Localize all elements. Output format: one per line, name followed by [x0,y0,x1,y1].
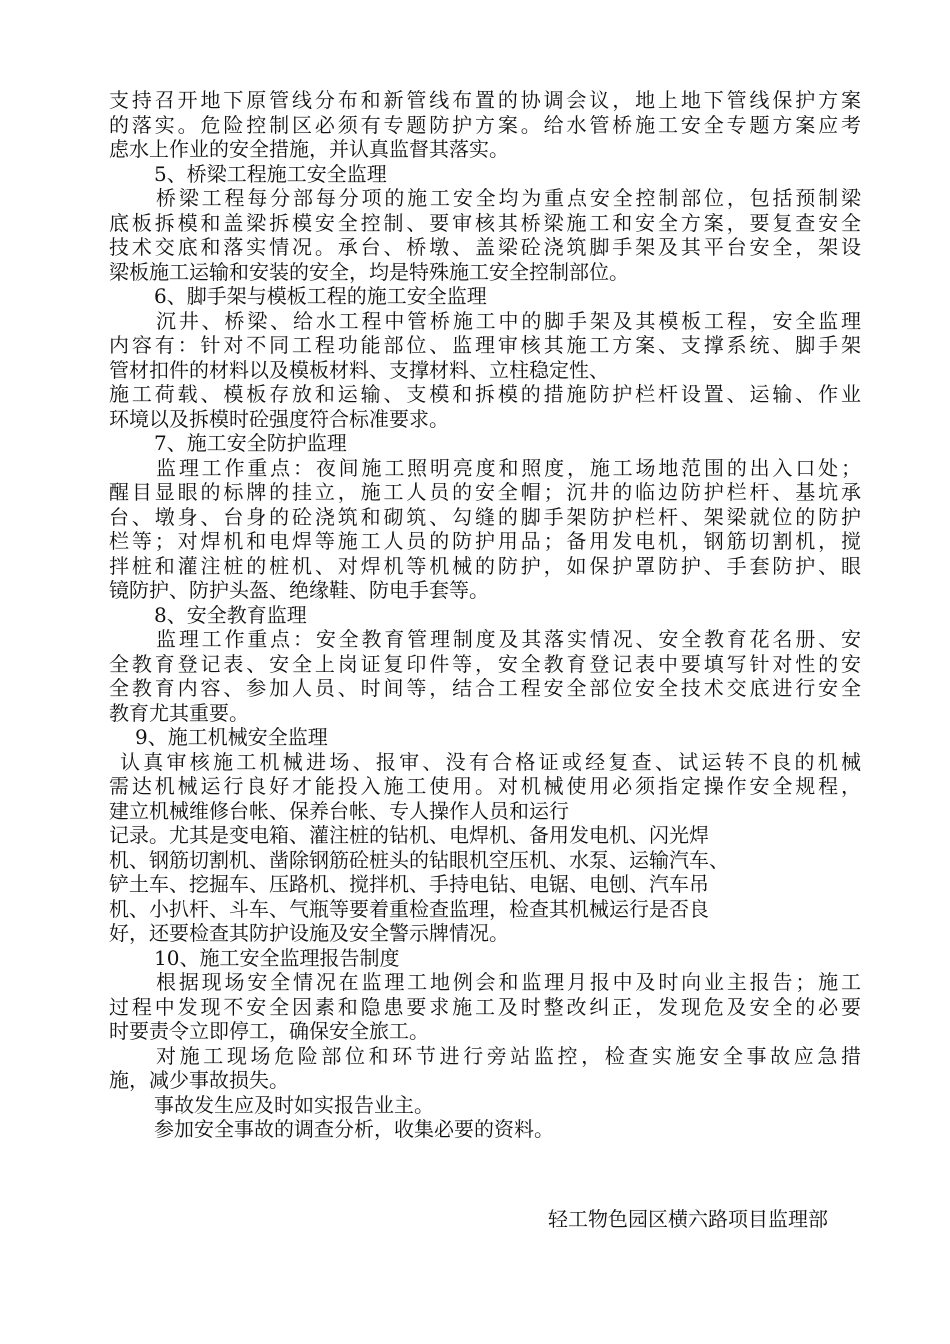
text-line: 参加安全事故的调查分析，收集必要的资料。 [154,1117,554,1141]
text-line: 镜防护、防护头盔、绝缘鞋、防电手套等。 [109,578,489,602]
text-line: 台、墩身、台身的砼浇筑和砌筑、勾缝的脚手架防护栏杆、架梁就位的防护 [109,504,861,529]
text-line: 教育尤其重要。 [109,700,249,725]
text-line: 栏等；对焊机和电焊等施工人员的防护用品；备用发电机，钢筋切割机，搅 [109,529,861,553]
text-line: 环境以及拆模时砼强度符合标准要求。 [109,406,449,431]
text-line: 支持召开地下原管线分布和新管线布置的协调会议，地上地下管线保护方案 [109,88,861,112]
text-line: 时要责令立即停工，确保安全旅工。 [109,1019,429,1043]
text-line: 好，还要检查其防护设施及安全警示牌情况。 [109,921,509,945]
text-line: 事故发生应及时如实报告业主。 [154,1092,434,1117]
text-line: 根据现场安全情况在监理工地例会和监理月报中及时向业主报告；施工 [156,970,861,994]
text-line: 底板拆模和盖梁拆模安全控制、要审核其桥梁施工和安全方案，要复查安全 [109,210,861,235]
text-line: 全教育内容、参加人员、时间等，结合工程安全部位安全技术交底进行安全 [109,676,861,700]
text-line: 全教育登记表、安全上岗证复印件等，安全教育登记表中要填写针对性的安 [109,651,861,676]
section-heading-6: 6、脚手架与模板工程的施工安全监理 [154,284,487,308]
section-heading-9: 9、施工机械安全监理 [135,725,328,749]
text-line: 机、钢筋切割机、凿除钢筋砼桩头的钻眼机空压机、水泵、运输汽车、 [109,847,729,872]
section-heading-8: 8、安全教育监理 [154,602,307,627]
text-line: 梁板施工运输和安装的安全，均是特殊施工安全控制部位。 [109,259,629,284]
text-line: 内容有：针对不同工程功能部位、监理审核其施工方案、支撑系统、脚手架 [109,333,861,357]
text-line: 的落实。危险控制区必须有专题防护方案。给水管桥施工安全专题方案应考 [109,112,861,137]
text-line: 施工荷载、模板存放和运输、支模和拆模的措施防护栏杆设置、运输、作业 [109,382,861,406]
text-line: 需达机械运行良好才能投入施工使用。对机械使用必须指定操作安全规程， [109,774,861,798]
text-line: 认真审核施工机械进场、报审、没有合格证或经复查、试运转不良的机械 [120,749,861,774]
section-heading-7: 7、施工安全防护监理 [154,431,347,455]
text-line: 对施工现场危险部位和环节进行旁站监控，检查实施安全事故应急措 [156,1043,861,1068]
text-line: 建立机械维修台帐、保养台帐、专人操作人员和运行 [109,798,569,823]
text-line: 醒目显眼的标牌的挂立，施工人员的安全帽；沉井的临边防护栏杆、基坑承 [109,480,861,504]
text-line: 铲土车、挖掘车、压路机、搅拌机、手持电钻、电锯、电刨、汽车吊 [109,872,709,896]
text-line: 记录。尤其是变电箱、灌注桩的钻机、电焊机、备用发电机、闪光焊 [109,823,709,847]
section-heading-5: 5、桥梁工程施工安全监理 [154,161,387,186]
text-line: 过程中发现不安全因素和隐患要求施工及时整改纠正，发现危及安全的必要 [109,994,861,1019]
text-line: 机、小扒杆、斗车、气瓶等要着重检查监理，检查其机械运行是否良 [109,896,709,921]
text-line: 管材扣件的材料以及模板材料、支撑材料、立柱稳定性、 [109,357,609,382]
text-line: 监理工作重点：安全教育管理制度及其落实情况、安全教育花名册、安 [156,627,861,651]
document-body [109,88,861,1142]
text-line: 桥梁工程每分部每分项的施工安全均为重点安全控制部位，包括预制梁 [156,186,861,210]
section-heading-10: 10、施工安全监理报告制度 [154,945,400,970]
text-line: 技术交底和落实情况。承台、桥墩、盖梁砼浇筑脚手架及其平台安全，架设 [109,235,861,259]
text-line: 虑水上作业的安全措施，并认真监督其落实。 [109,137,509,161]
text-line: 拌桩和灌注桩的桩机、对焊机等机械的防护，如保护罩防护、手套防护、眼 [109,553,861,578]
signature-organization: 轻工物色园区横六路项目监理部 [548,1207,828,1231]
text-line: 监理工作重点：夜间施工照明亮度和照度，施工场地范围的出入口处； [156,455,861,480]
text-line: 施，减少事故损失。 [109,1068,289,1092]
text-line: 沉井、桥梁、给水工程中管桥施工中的脚手架及其模板工程，安全监理 [156,308,861,333]
